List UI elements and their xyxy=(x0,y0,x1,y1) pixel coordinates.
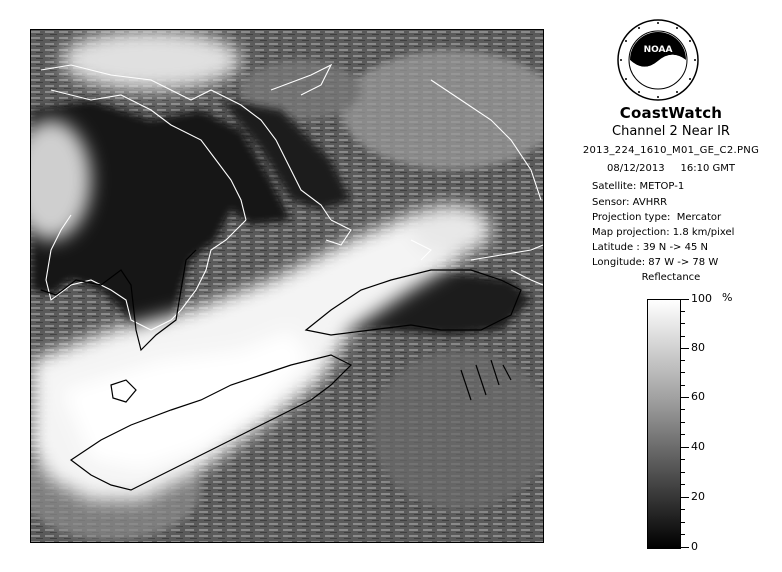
colorbar-minor-tick xyxy=(681,409,685,410)
colorbar-minor-tick xyxy=(681,360,685,361)
colorbar-label: 20 xyxy=(691,490,705,503)
satellite-image xyxy=(30,29,544,543)
satellite-map-svg xyxy=(31,30,543,542)
product-title: Channel 2 Near IR xyxy=(612,124,730,139)
satellite-label: Satellite: METOP-1 xyxy=(592,181,685,192)
colorbar-tick xyxy=(681,397,689,398)
colorbar-minor-tick xyxy=(681,385,685,386)
colorbar-minor-tick xyxy=(681,522,685,523)
svg-text:NOAA: NOAA xyxy=(643,45,673,55)
colorbar-minor-tick xyxy=(681,336,685,337)
noaa-logo-icon xyxy=(617,19,699,101)
brand-title: CoastWatch xyxy=(619,104,723,122)
colorbar-tick xyxy=(681,547,689,548)
colorbar-label: 0 xyxy=(691,540,698,553)
colorbar-label: 40 xyxy=(691,440,705,453)
latitude-label: Latitude : 39 N -> 45 N xyxy=(592,242,708,253)
colorbar-minor-tick xyxy=(681,434,685,435)
image-datetime: 08/12/2013 16:10 GMT xyxy=(606,163,735,174)
colorbar-label: 80 xyxy=(691,341,705,354)
colorbar-minor-tick xyxy=(681,472,685,473)
colorbar-minor-tick xyxy=(681,509,685,510)
map-projection-label: Map projection: 1.8 km/pixel xyxy=(592,227,735,238)
colorbar-minor-tick xyxy=(681,372,685,373)
colorbar-label: 100 xyxy=(691,292,712,305)
colorbar-minor-tick xyxy=(681,459,685,460)
colorbar-tick xyxy=(681,299,689,300)
sensor-label: Sensor: AVHRR xyxy=(592,197,668,208)
colorbar-tick xyxy=(681,447,689,448)
colorbar-minor-tick xyxy=(681,311,685,312)
colorbar-tick xyxy=(681,348,689,349)
image-filename: 2013_224_1610_M01_GE_C2.PNG xyxy=(582,145,760,156)
reflectance-colorbar xyxy=(647,299,681,549)
colorbar-minor-tick xyxy=(681,422,685,423)
projection-type-label: Projection type: Mercator xyxy=(592,212,722,223)
colorbar-minor-tick xyxy=(681,484,685,485)
longitude-label: Longitude: 87 W -> 78 W xyxy=(592,257,719,268)
colorbar-tick xyxy=(681,497,689,498)
colorbar-minor-tick xyxy=(681,323,685,324)
colorbar-minor-tick xyxy=(681,534,685,535)
colorbar-unit: % xyxy=(722,291,733,304)
colorbar-title: Reflectance xyxy=(641,272,701,283)
colorbar-label: 60 xyxy=(691,390,705,403)
